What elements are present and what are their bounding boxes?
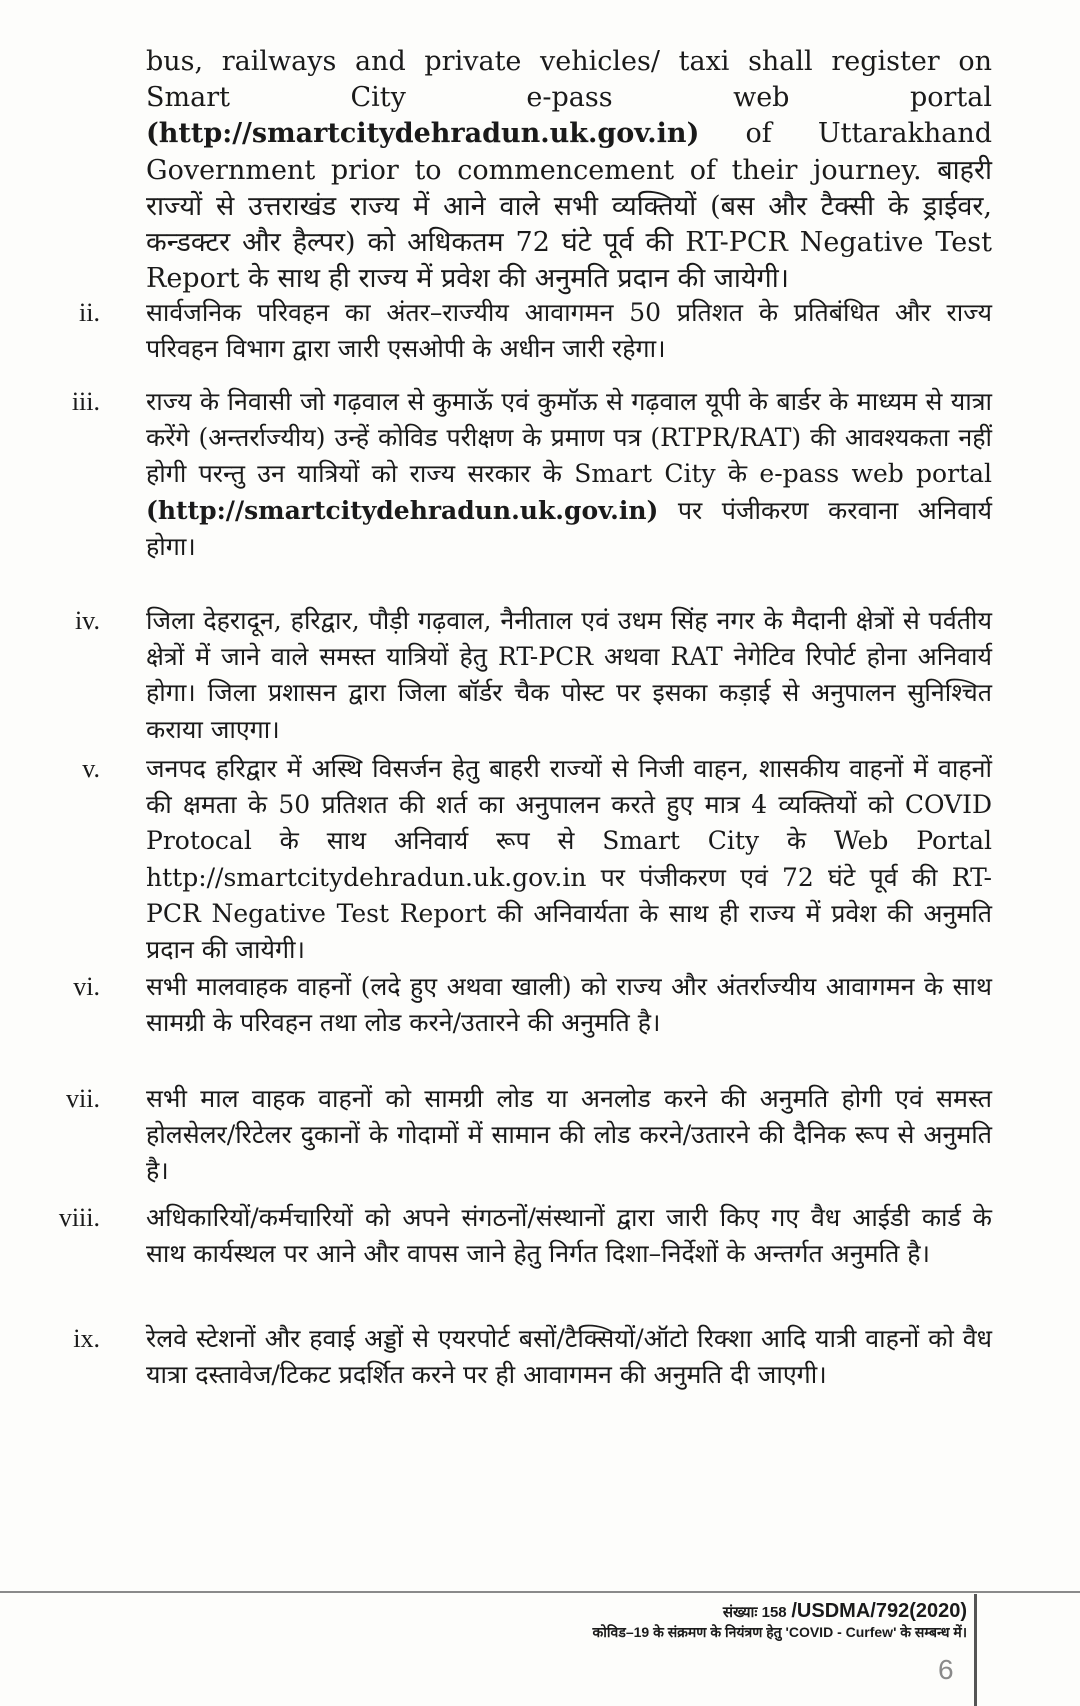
list-item-text: अधिकारियों/कर्मचारियों को अपने संगठनों/संस्थानों द्वारा जारी किए गए वैध आईडी कार्ड के साथ कार्यस्थल पर आने और वापस जाने हेतु निर्गत दिशा–निर्देशों के अन्तर्गत अनुमति है। bbox=[146, 1203, 992, 1269]
page-number: 6 bbox=[938, 1654, 954, 1685]
list-item-number: viii. bbox=[58, 1203, 100, 1232]
list-item-number: iv. bbox=[74, 606, 100, 635]
list-item-text: जिला देहरादून, हरिद्वार, पौड़ी गढ़वाल, नैनीताल एवं उधम सिंह नगर के मैदानी क्षेत्रों से पर्वतीय क्षेत्रों में जाने वाले समस्त यात्रियों हेतु RT-PCR अथवा RAT नेगेटिव रिपोर्ट होना अनिवार्य होगा। जिला प्रशासन द्वारा जिला बॉर्डर चैक पोस्ट पर इसका कड़ाई से अनुपालन सुनिश्चित कराया जाएगा। bbox=[146, 606, 992, 744]
intro-paragraph bbox=[146, 44, 992, 297]
list-item-text: जनपद हरिद्वार में अस्थि विसर्जन हेतु बाहरी राज्यों से निजी वाहन, शासकीय वाहनों में वाहनों की क्षमता के 50 प्रतिशत की शर्त का अनुपालन करते हुए मात्र 4 व्यक्तियों को COVID Protocal के साथ अनिवार्य रूप से Smart City के Web Portal http://smartcitydehradun.uk.gov.in पर पंजीकरण एवं 72 घंटे पूर्व की RT-PCR Negative Test Report की अनिवार्यता के साथ ही राज्य में प्रवेश की अनुमति प्रदान की जायेगी। bbox=[146, 754, 992, 965]
document-subject: कोविड–19 के संक्रमण के नियंत्रण हेतु 'COVID - Curfew' के सम्बन्ध में। bbox=[592, 1624, 967, 1640]
list-item-text: सभी माल वाहक वाहनों को सामग्री लोड या अनलोड करने की अनुमति होगी एवं समस्त होलसेलर/रिटेलर दुकानों के गोदामों में सामान की लोड करने/उतारने की दैनिक रूप से अनुमति है। bbox=[146, 1084, 992, 1186]
list-item-text bbox=[146, 384, 992, 565]
reference-code: /USDMA/792(2020) bbox=[791, 1600, 967, 1622]
intro-portal-url: (http://smartcitydehradun.uk.gov.in) bbox=[146, 118, 700, 150]
list-item-number: vi. bbox=[73, 972, 100, 1001]
footer-vertical-rule bbox=[974, 1594, 977, 1706]
list-item-text-tail: पर पंजीकरण करवाना अनिवार्य होगा। bbox=[146, 495, 992, 561]
portal-url: (http://smartcitydehradun.uk.gov.in) bbox=[146, 495, 659, 525]
list-item-number: ii. bbox=[79, 298, 100, 327]
document-reference bbox=[723, 1600, 967, 1624]
reference-number-label: संख्याः 158 bbox=[722, 1604, 787, 1621]
list-item-number: vii. bbox=[66, 1084, 100, 1113]
list-item-number: v. bbox=[82, 754, 100, 783]
intro-text-part1: bus, railways and private vehicles/ taxi shall register on Smart City e-pass web portal bbox=[146, 46, 992, 114]
list-item-text-main: राज्य के निवासी जो गढ़वाल से कुमाऊॅ एवं कुमॉऊ से गढ़वाल यूपी के बार्डर के माध्यम से यात्रा करेंगे (अन्तर्राज्यीय) उन्हें कोविड परीक्षण के प्रमाण पत्र (RTPR/RAT) की आवश्यकता नहीं होगी परन्तु उन यात्रियों को राज्य सरकार के Smart City के e-pass web portal bbox=[146, 387, 992, 489]
list-item-number: iii. bbox=[71, 387, 100, 416]
list-item-number: ix. bbox=[73, 1324, 100, 1353]
list-item-text: सार्वजनिक परिवहन का अंतर–राज्यीय आवागमन 50 प्रतिशत के प्रतिबंधित और राज्य परिवहन विभाग द्वारा जारी एसओपी के अधीन जारी रहेगा। bbox=[146, 298, 992, 364]
intro-text-part2: of Uttarakhand Government prior to commencement of their journey. बाहरी राज्यों से उत्तराखंड राज्य में आने वाले सभी व्यक्तियों (बस और टैक्सी के ड्राईवर, कन्डक्टर और हैल्पर) को अधिकतम 72 घंटे पूर्व की RT-PCR Negative Test Report के साथ ही राज्य में प्रवेश की अनुमति प्रदान की जायेगी। bbox=[146, 118, 992, 295]
list-item-text: रेलवे स्टेशनों और हवाई अड्डों से एयरपोर्ट बसों/टैक्सियों/ऑटो रिक्शा आदि यात्री वाहनों को वैध यात्रा दस्तावेज/टिकट प्रदर्शित करने पर ही आवागमन की अनुमति दी जाएगी। bbox=[146, 1324, 992, 1390]
footer-divider bbox=[0, 1591, 1080, 1593]
list-item-text: सभी मालवाहक वाहनों (लदे हुए अथवा खाली) को राज्य और अंतर्राज्यीय आवागमन के साथ सामग्री के परिवहन तथा लोड करने/उतारने की अनुमति है। bbox=[146, 972, 992, 1038]
